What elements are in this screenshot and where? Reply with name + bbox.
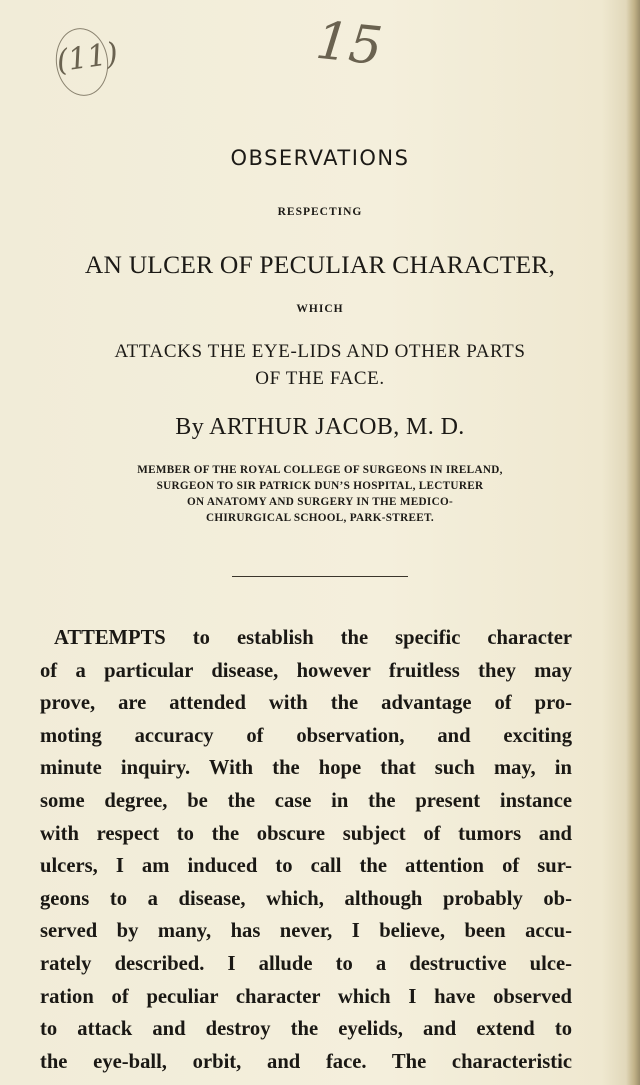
body-line: moting accuracy of observation, and exciting [40,724,572,747]
body-paragraph [40,622,572,1078]
body-line: served by many, has never, I believe, been accu- [40,920,572,943]
body-line: geons to a disease, which, although probably ob- [40,887,572,910]
credentials-line: ON ANATOMY AND SURGERY IN THE MEDICO- [187,496,453,508]
subtitle-line: OF THE FACE. [255,368,385,389]
handwritten-annotation-right: 15 [313,10,386,78]
section-divider [232,576,408,577]
body-line: with respect to the obscure subject of tumors and [40,822,572,845]
body-line: ulcers, I am induced to call the attention of sur- [40,855,572,878]
body-line: to attack and destroy the eyelids, and extend to [40,1018,572,1041]
credentials-line: CHIRURGICAL SCHOOL, PARK-STREET. [206,512,434,524]
which-label: WHICH [296,303,344,315]
body-line: prove, are attended with the advantage of pro- [40,692,572,715]
subtitle [0,338,640,392]
respecting-label: RESPECTING [277,206,363,218]
main-title: AN ULCER OF PECULIAR CHARACTER, [84,250,556,279]
title-heading: OBSERVATIONS [230,146,410,170]
body-line: some degree, be the case in the present instance [40,789,572,812]
credentials-line: MEMBER OF THE ROYAL COLLEGE OF SURGEONS IN IRELAND, [137,464,503,476]
body-line: minute inquiry. With the hope that such may, in [40,757,572,780]
body-line: rately described. I allude to a destructive ulce- [40,952,572,975]
body-line: the eye-ball, orbit, and face. The characteristic [40,1050,572,1073]
body-line: of a particular disease, however fruitless they may [40,659,572,682]
credentials-line: SURGEON TO SIR PATRICK DUN’S HOSPITAL, LECTURER [156,480,484,492]
body-line: ATTEMPTS to establish the specific character [54,627,572,649]
subtitle-line: ATTACKS THE EYE-LIDS AND OTHER PARTS [114,341,526,362]
body-line: ration of peculiar character which I have observed [40,985,572,1008]
handwritten-annotation-left: (11) [52,25,113,100]
author-line: By ARTHUR JACOB, M. D. [175,414,465,440]
author-credentials [0,462,640,526]
